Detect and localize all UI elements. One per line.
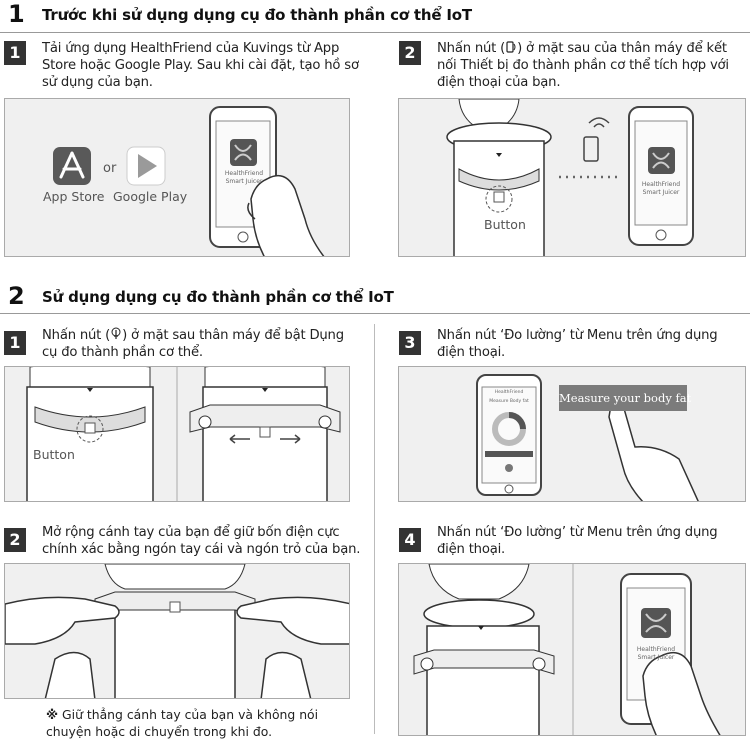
s2-step2-note xyxy=(46,706,366,740)
section-2-column-divider xyxy=(374,324,375,734)
s2-step1-badge: 1 xyxy=(4,331,26,355)
phone-app-name: HealthFriend xyxy=(641,181,681,188)
button-label: Button xyxy=(33,447,75,462)
or-label: or xyxy=(103,161,117,176)
hand-illustration xyxy=(248,176,325,257)
wireless-signal-icon xyxy=(584,118,609,161)
s2-step2-text: Mở rộng cánh tay của bạn để giữ bốn điện cực chính xác bằng ngón tay cái và ngón trỏ của bạn. xyxy=(42,525,361,557)
note-mark: ※ xyxy=(46,707,59,722)
s2-step4-illustration xyxy=(398,563,746,736)
section-2-title: Sử dụng dụng cụ đo thành phần cơ thể IoT xyxy=(42,288,394,306)
s2-step1-illustration xyxy=(4,366,350,502)
section-1-divider xyxy=(0,32,750,33)
button-label: Button xyxy=(484,217,526,232)
phone-app-name: HealthFriend xyxy=(224,170,264,177)
pointing-hand-illustration xyxy=(609,402,699,502)
measure-body-fat-button[interactable]: Measure your body fat xyxy=(559,385,687,411)
touch-button-icon xyxy=(110,327,122,341)
s2-step1-text-a: Nhấn nút ( xyxy=(42,328,111,343)
note-text: Giữ thẳng cánh tay của bạn và không nói chuyện hoặc di chuyển trong khi đo. xyxy=(46,707,319,739)
phone-app-name: HealthFriend xyxy=(636,646,676,653)
google-play-label: Google Play xyxy=(113,189,188,204)
s2-step3-text: Nhấn nút ‘Đo lường’ từ Menu trên ứng dụng điện thoại. xyxy=(437,328,718,360)
s1-step1-text: Tải ứng dụng HealthFriend của Kuvings từ App Store hoặc Google Play. Sau khi cài đặt, tạo hồ sơ sử dụng của bạn. xyxy=(42,41,359,90)
s2-step1-text xyxy=(42,327,360,361)
phone-signal-icon xyxy=(505,40,517,54)
section-1-number: 1 xyxy=(8,0,25,28)
s1-step1-badge: 1 xyxy=(4,41,26,65)
google-play-icon xyxy=(127,147,165,185)
device-held-illustration xyxy=(95,564,255,699)
s1-step2-text-a: Nhấn nút ( xyxy=(437,41,506,56)
s2-step4-badge: 4 xyxy=(399,528,421,552)
phone-app-sub: Smart Juicer xyxy=(637,654,675,661)
screen-title: Measure Body fat xyxy=(489,399,529,404)
device-held-with-hands-illustration xyxy=(414,564,554,736)
phone-app-sub: Smart Juicer xyxy=(225,178,263,185)
s1-step2-badge: 2 xyxy=(399,41,421,65)
hand-illustration xyxy=(643,653,721,736)
s2-step1-text-b: ) ở mặt sau thân máy để bật Dụng cụ đo thành phần cơ thể. xyxy=(42,328,344,360)
s2-step2-badge: 2 xyxy=(4,528,26,552)
s2-step3-illustration xyxy=(398,366,746,502)
phone-app-sub: Smart Juicer xyxy=(642,189,680,196)
phone-with-app-icon xyxy=(629,107,693,245)
app-store-label: App Store xyxy=(43,189,105,204)
device-arms-extended-illustration xyxy=(190,367,340,502)
app-store-icon xyxy=(53,147,91,185)
s1-step2-illustration xyxy=(398,98,746,257)
device-back-illustration xyxy=(27,367,153,502)
s1-step2-text-b: ) ở mặt sau của thân máy để kết nối Thiết bị đo thành phần cơ thể tích hợp với điện thoại của bạn. xyxy=(437,41,729,90)
s1-step2-text xyxy=(437,40,749,91)
section-2-number: 2 xyxy=(8,282,25,310)
screen-header: HealthFriend xyxy=(494,390,524,395)
device-body-illustration xyxy=(447,99,551,257)
s1-step1-illustration xyxy=(4,98,350,257)
s2-step3-badge: 3 xyxy=(399,331,421,355)
section-1-title: Trước khi sử dụng dụng cụ đo thành phần cơ thể IoT xyxy=(42,6,472,24)
s2-step2-illustration xyxy=(4,563,350,699)
s2-step4-text: Nhấn nút ‘Đo lường’ từ Menu trên ứng dụng điện thoại. xyxy=(437,525,718,557)
section-2-divider xyxy=(0,313,750,314)
